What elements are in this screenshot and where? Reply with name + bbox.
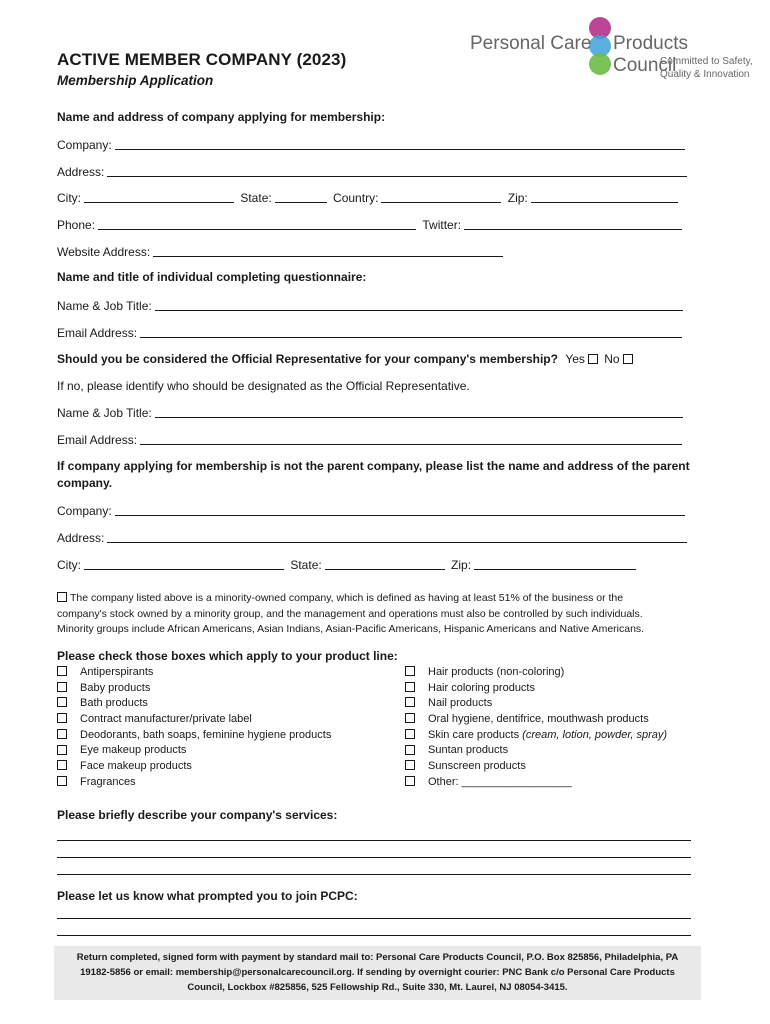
rep-name-job-label: Name & Job Title: bbox=[57, 406, 152, 420]
twitter-field[interactable] bbox=[464, 217, 682, 230]
product-checkbox[interactable] bbox=[57, 666, 67, 676]
address-row bbox=[57, 164, 690, 180]
no-label: No bbox=[604, 352, 620, 366]
prompted-heading: Please let us know what prompted you to join PCPC: bbox=[57, 889, 358, 903]
country-field[interactable] bbox=[381, 190, 501, 203]
skin-care-note: (cream, lotion, powder, spray) bbox=[522, 728, 668, 741]
product-label: Hair products (non-coloring) bbox=[428, 666, 565, 678]
zip-field[interactable] bbox=[531, 190, 678, 203]
product-checkbox[interactable] bbox=[405, 713, 415, 723]
address-field[interactable] bbox=[107, 164, 687, 177]
list-item bbox=[405, 665, 667, 681]
product-checkbox[interactable] bbox=[57, 760, 67, 770]
product-label: Suntan products bbox=[428, 744, 509, 757]
parent-city-row bbox=[57, 557, 639, 573]
parent-city-field[interactable] bbox=[84, 557, 284, 570]
twitter-label: Twitter: bbox=[422, 218, 462, 232]
list-item bbox=[405, 759, 667, 775]
no-checkbox[interactable] bbox=[623, 354, 633, 364]
section-individual-heading: Name and title of individual completing questionnaire: bbox=[57, 270, 367, 284]
product-label: Hair coloring products bbox=[428, 681, 535, 694]
parent-heading-2: company. bbox=[57, 476, 113, 490]
product-checkbox[interactable] bbox=[57, 776, 67, 786]
parent-heading-1: If company applying for membership is not the parent company, please list the name and address of the parent bbox=[57, 459, 690, 473]
product-label: Bath products bbox=[80, 697, 148, 710]
email-field[interactable] bbox=[140, 325, 682, 338]
state-label: State: bbox=[240, 191, 272, 205]
services-line-3[interactable] bbox=[57, 874, 691, 875]
list-item bbox=[405, 743, 667, 759]
products-heading: Please check those boxes which apply to your product line: bbox=[57, 649, 398, 663]
footer-instructions bbox=[54, 946, 701, 1000]
list-item bbox=[57, 696, 331, 712]
parent-address-label: Address: bbox=[57, 531, 105, 545]
address-label: Address: bbox=[57, 165, 105, 179]
products-right-list bbox=[405, 665, 667, 791]
list-item bbox=[57, 712, 331, 728]
product-checkbox[interactable] bbox=[405, 745, 415, 755]
product-checkbox[interactable] bbox=[405, 666, 415, 676]
minority-line-3: Minority groups include African Americans, Asian Indians, Asian-Pacific Americans, Hispanic Americans and Native Americans. bbox=[57, 623, 645, 635]
product-checkbox[interactable] bbox=[405, 682, 415, 692]
company-label: Company: bbox=[57, 138, 112, 152]
list-item bbox=[57, 775, 331, 791]
product-label: Eye makeup products bbox=[80, 744, 187, 757]
parent-zip-label: Zip: bbox=[451, 558, 472, 572]
minority-line-2: company's stock owned by a minority group, and the management and operations must also be controlled by such individuals. bbox=[57, 607, 643, 620]
parent-address-field[interactable] bbox=[107, 530, 687, 543]
rep-name-job-row bbox=[57, 405, 686, 421]
product-checkbox[interactable] bbox=[405, 760, 415, 770]
parent-company-label: Company: bbox=[57, 504, 112, 518]
page-subtitle: Membership Application bbox=[57, 73, 214, 88]
minority-checkbox[interactable] bbox=[57, 592, 67, 602]
product-label: Sunscreen products bbox=[428, 760, 526, 773]
state-field[interactable] bbox=[275, 190, 327, 203]
list-item bbox=[405, 728, 667, 744]
email-row bbox=[57, 325, 685, 341]
email-label: Email Address: bbox=[57, 326, 138, 340]
phone-label: Phone: bbox=[57, 218, 96, 232]
yes-label: Yes bbox=[565, 352, 585, 366]
list-item bbox=[57, 728, 331, 744]
list-item bbox=[57, 665, 331, 681]
parent-company-row bbox=[57, 503, 688, 519]
if-no-text: If no, please identify who should be designated as the Official Representative. bbox=[57, 379, 470, 393]
product-checkbox[interactable] bbox=[57, 729, 67, 739]
logo-tagline-1: Committed to Safety, bbox=[660, 56, 753, 67]
list-item bbox=[405, 681, 667, 697]
parent-state-label: State: bbox=[290, 558, 322, 572]
product-label: Other: __________________ bbox=[428, 775, 572, 788]
product-label: Face makeup products bbox=[80, 760, 192, 773]
footer-line-3: Council, Lockbox #825856, 525 Fellowship Rd., Suite 330, Mt. Laurel, NJ 08054-3415. bbox=[187, 982, 568, 993]
prompted-line-2[interactable] bbox=[57, 935, 691, 936]
website-label: Website Address: bbox=[57, 245, 151, 259]
list-item bbox=[405, 712, 667, 728]
parent-address-row bbox=[57, 530, 690, 546]
rep-name-job-field[interactable] bbox=[155, 405, 683, 418]
name-job-row bbox=[57, 298, 686, 314]
page-title: ACTIVE MEMBER COMPANY (2023) bbox=[57, 50, 347, 69]
list-item bbox=[57, 681, 331, 697]
minority-line-1: The company listed above is a minority-owned company, which is defined as having at least 51% of the business or the bbox=[70, 592, 624, 604]
parent-zip-field[interactable] bbox=[474, 557, 636, 570]
official-rep-row bbox=[57, 352, 636, 368]
product-label: Nail products bbox=[428, 697, 493, 710]
product-checkbox[interactable] bbox=[405, 776, 415, 786]
rep-email-field[interactable] bbox=[140, 432, 682, 445]
products-left-list bbox=[57, 665, 331, 791]
product-checkbox[interactable] bbox=[405, 697, 415, 707]
country-label: Country: bbox=[333, 191, 379, 205]
name-job-label: Name & Job Title: bbox=[57, 299, 152, 313]
city-label: City: bbox=[57, 191, 81, 205]
footer-line-1: Return completed, signed form with payment by standard mail to: Personal Care Products Council, P.O. Box 825856, Philadelphia, PA bbox=[76, 952, 679, 963]
product-label: Contract manufacturer/private label bbox=[80, 713, 252, 726]
product-label: Fragrances bbox=[80, 775, 136, 788]
services-line-2[interactable] bbox=[57, 857, 691, 858]
list-item bbox=[57, 759, 331, 775]
product-checkbox[interactable] bbox=[57, 697, 67, 707]
product-label: Deodorants, bath soaps, feminine hygiene products bbox=[80, 728, 332, 741]
phone-field[interactable] bbox=[98, 217, 416, 230]
product-label: Oral hygiene, dentifrice, mouthwash products bbox=[428, 713, 649, 726]
city-row bbox=[57, 190, 681, 206]
website-row bbox=[57, 244, 506, 260]
footer-line-2: 19182-5856 or email: membership@personalcarecouncil.org. If sending by overnight courier: PNC Bank c/o Personal Care Products bbox=[80, 967, 675, 978]
parent-state-field[interactable] bbox=[325, 557, 445, 570]
list-item bbox=[57, 743, 331, 759]
parent-city-label: City: bbox=[57, 558, 81, 572]
logo-left-text: Personal Care bbox=[470, 33, 592, 54]
product-checkbox[interactable] bbox=[57, 745, 67, 755]
rep-email-label: Email Address: bbox=[57, 433, 138, 447]
services-line-1[interactable] bbox=[57, 840, 691, 841]
city-field[interactable] bbox=[84, 190, 234, 203]
product-label: Antiperspirants bbox=[80, 666, 154, 678]
product-label: Skin care products bbox=[428, 728, 520, 741]
name-job-field[interactable] bbox=[155, 298, 683, 311]
yes-checkbox[interactable] bbox=[588, 354, 598, 364]
product-checkbox[interactable] bbox=[57, 713, 67, 723]
company-field[interactable] bbox=[115, 137, 685, 150]
services-heading: Please briefly describe your company's services: bbox=[57, 808, 338, 822]
logo-tagline-2: Quality & Innovation bbox=[660, 69, 750, 80]
pcpc-logo bbox=[470, 14, 755, 84]
company-row bbox=[57, 137, 688, 153]
prompted-line-1[interactable] bbox=[57, 918, 691, 919]
product-label: Baby products bbox=[80, 681, 151, 694]
website-field[interactable] bbox=[153, 244, 503, 257]
phone-row bbox=[57, 217, 685, 233]
rep-email-row bbox=[57, 432, 685, 448]
official-rep-question: Should you be considered the Official Representative for your company's membership? bbox=[57, 352, 558, 366]
logo-right-text: Products Council bbox=[613, 33, 688, 76]
parent-company-field[interactable] bbox=[115, 503, 685, 516]
zip-label: Zip: bbox=[507, 191, 528, 205]
list-item bbox=[405, 775, 667, 791]
product-checkbox[interactable] bbox=[405, 729, 415, 739]
product-checkbox[interactable] bbox=[57, 682, 67, 692]
section-company-heading: Name and address of company applying for membership: bbox=[57, 110, 386, 124]
list-item bbox=[405, 696, 667, 712]
minority-block bbox=[57, 591, 717, 638]
